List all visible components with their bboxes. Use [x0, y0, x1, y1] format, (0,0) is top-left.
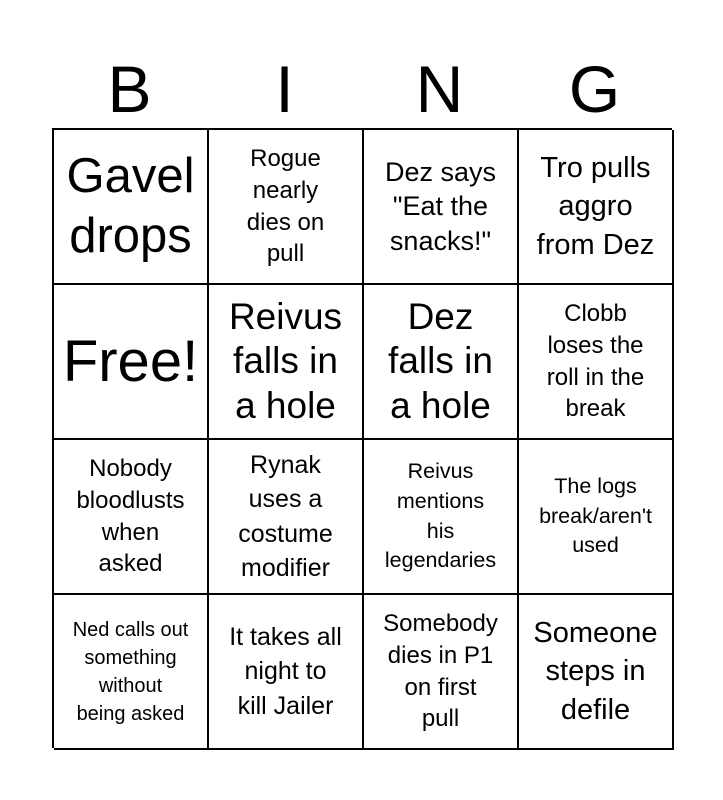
cell-text: Free! — [62, 328, 199, 394]
cell-text: The logs break/aren't used — [539, 474, 652, 558]
header-letter-n: N — [415, 52, 464, 126]
cell-text: Somebody dies in P1 on first pull — [383, 609, 498, 733]
bingo-cell-r3c4[interactable] — [519, 440, 674, 595]
cell-text: Reivus mentions his legendaries — [384, 459, 497, 573]
cell-text: Dez says "Eat the snacks!" — [384, 156, 497, 256]
cell-text: Rogue nearly dies on pull — [246, 144, 325, 268]
bingo-cell-r4c2[interactable] — [209, 595, 364, 750]
bingo-cell-r1c2[interactable] — [209, 130, 364, 285]
header-letter-i: I — [275, 52, 294, 126]
bingo-cell-r2c3[interactable] — [364, 285, 519, 440]
cell-text: Gavel drops — [66, 148, 195, 263]
cell-text: Rynak uses a costume modifier — [238, 451, 333, 582]
bingo-cell-r3c2[interactable] — [209, 440, 364, 595]
bingo-cell-r1c1[interactable] — [54, 130, 209, 285]
bingo-cell-r4c4[interactable] — [519, 595, 674, 750]
cell-text: Tro pulls aggro from Dez — [536, 152, 655, 261]
bingo-cell-r3c3[interactable] — [364, 440, 519, 595]
bingo-cell-r4c3[interactable] — [364, 595, 519, 750]
bingo-cell-r4c1[interactable] — [54, 595, 209, 750]
bingo-header — [52, 50, 672, 128]
bingo-cell-r1c3[interactable] — [364, 130, 519, 285]
bingo-cell-r1c4[interactable] — [519, 130, 674, 285]
bingo-cell-r2c2[interactable] — [209, 285, 364, 440]
bingo-cell-r3c1[interactable] — [54, 440, 209, 595]
cell-text: Nobody bloodlusts when asked — [76, 454, 185, 578]
header-letter-g: G — [568, 52, 621, 126]
cell-text: Clobb loses the roll in the break — [546, 299, 645, 423]
header-letter-b: B — [107, 52, 152, 126]
cell-text: Reivus falls in a hole — [228, 295, 343, 426]
cell-text: Dez falls in a hole — [388, 295, 493, 426]
cell-text: It takes all night to kill Jailer — [229, 623, 342, 720]
cell-text: Someone steps in defile — [533, 617, 658, 726]
cell-text: Ned calls out something without being asked — [72, 618, 189, 725]
bingo-board — [52, 128, 672, 748]
bingo-cell-free[interactable] — [54, 285, 209, 440]
bingo-cell-r2c4[interactable] — [519, 285, 674, 440]
